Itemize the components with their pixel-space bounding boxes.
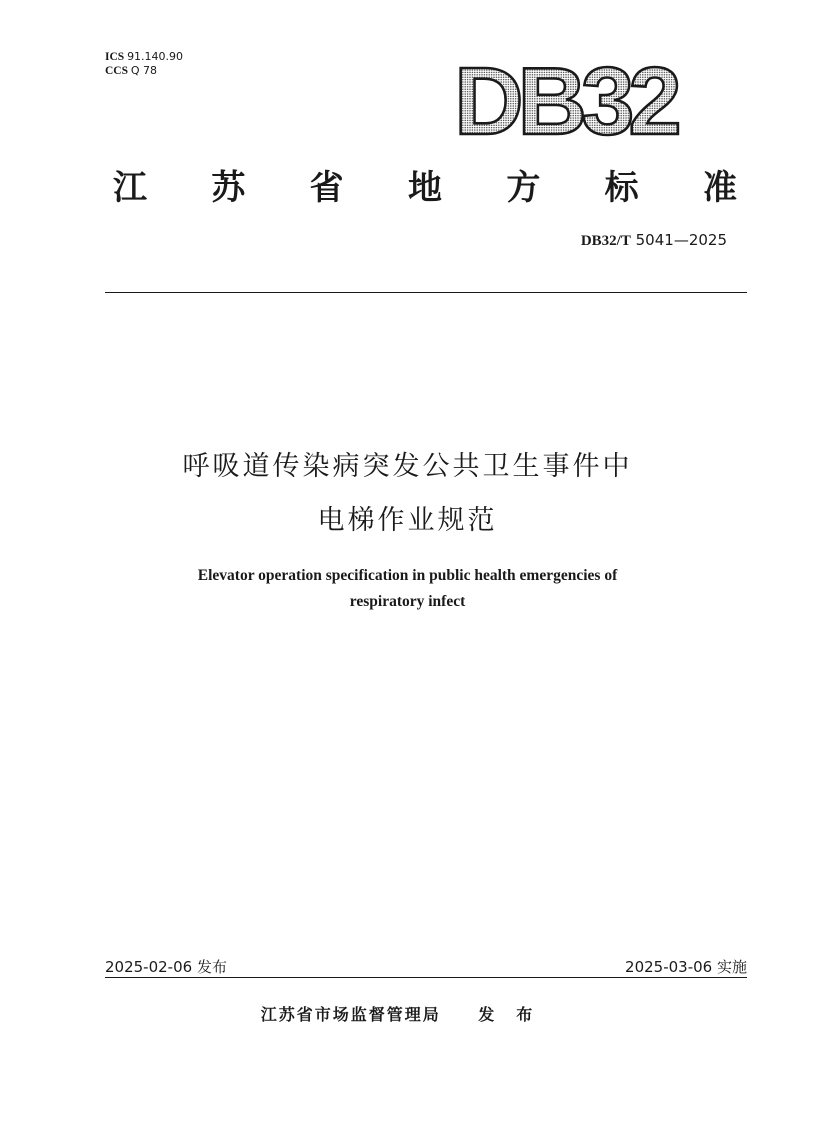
standard-code: 5041—2025 bbox=[635, 231, 727, 249]
chinese-title-line-1: 呼吸道传染病突发公共卫生事件中 bbox=[182, 451, 633, 482]
english-title-line-1: Elevator operation specification in public health emergencies of bbox=[197, 567, 618, 584]
english-title-line-2: respiratory infect bbox=[349, 593, 466, 610]
ccs-label: CCS bbox=[105, 65, 129, 77]
db32-logo bbox=[440, 52, 690, 144]
logo-text: DB32 bbox=[454, 52, 676, 144]
standard-number bbox=[581, 231, 727, 250]
title-char: 苏 bbox=[211, 170, 246, 207]
classification-codes bbox=[105, 50, 183, 78]
title-char: 准 bbox=[702, 170, 737, 207]
title-char: 地 bbox=[407, 170, 442, 207]
chinese-title-line-2: 电梯作业规范 bbox=[317, 505, 498, 536]
implement-date: 2025-03-06 实施 bbox=[625, 958, 747, 976]
divider-top bbox=[105, 292, 747, 293]
standard-prefix: DB32/T bbox=[580, 233, 631, 249]
chinese-title bbox=[105, 440, 710, 548]
ics-code: 91.140.90 bbox=[127, 50, 184, 63]
title-char: 标 bbox=[604, 170, 639, 207]
divider-bottom bbox=[105, 977, 747, 978]
ccs-code: Q 78 bbox=[130, 64, 158, 77]
title-char: 方 bbox=[506, 170, 541, 207]
title-char: 省 bbox=[309, 170, 344, 207]
publisher-suffix: 发布 bbox=[478, 1005, 555, 1024]
publisher bbox=[105, 1002, 710, 1025]
ics-line bbox=[105, 50, 183, 64]
publish-date: 2025-02-06 发布 bbox=[105, 958, 227, 976]
province-standard-title bbox=[100, 160, 750, 209]
ics-label: ICS bbox=[105, 51, 125, 63]
publisher-name: 江苏省市场监督管理局 bbox=[260, 1005, 441, 1024]
ccs-line bbox=[105, 64, 183, 78]
english-title bbox=[105, 563, 710, 615]
title-char: 江 bbox=[113, 170, 147, 207]
